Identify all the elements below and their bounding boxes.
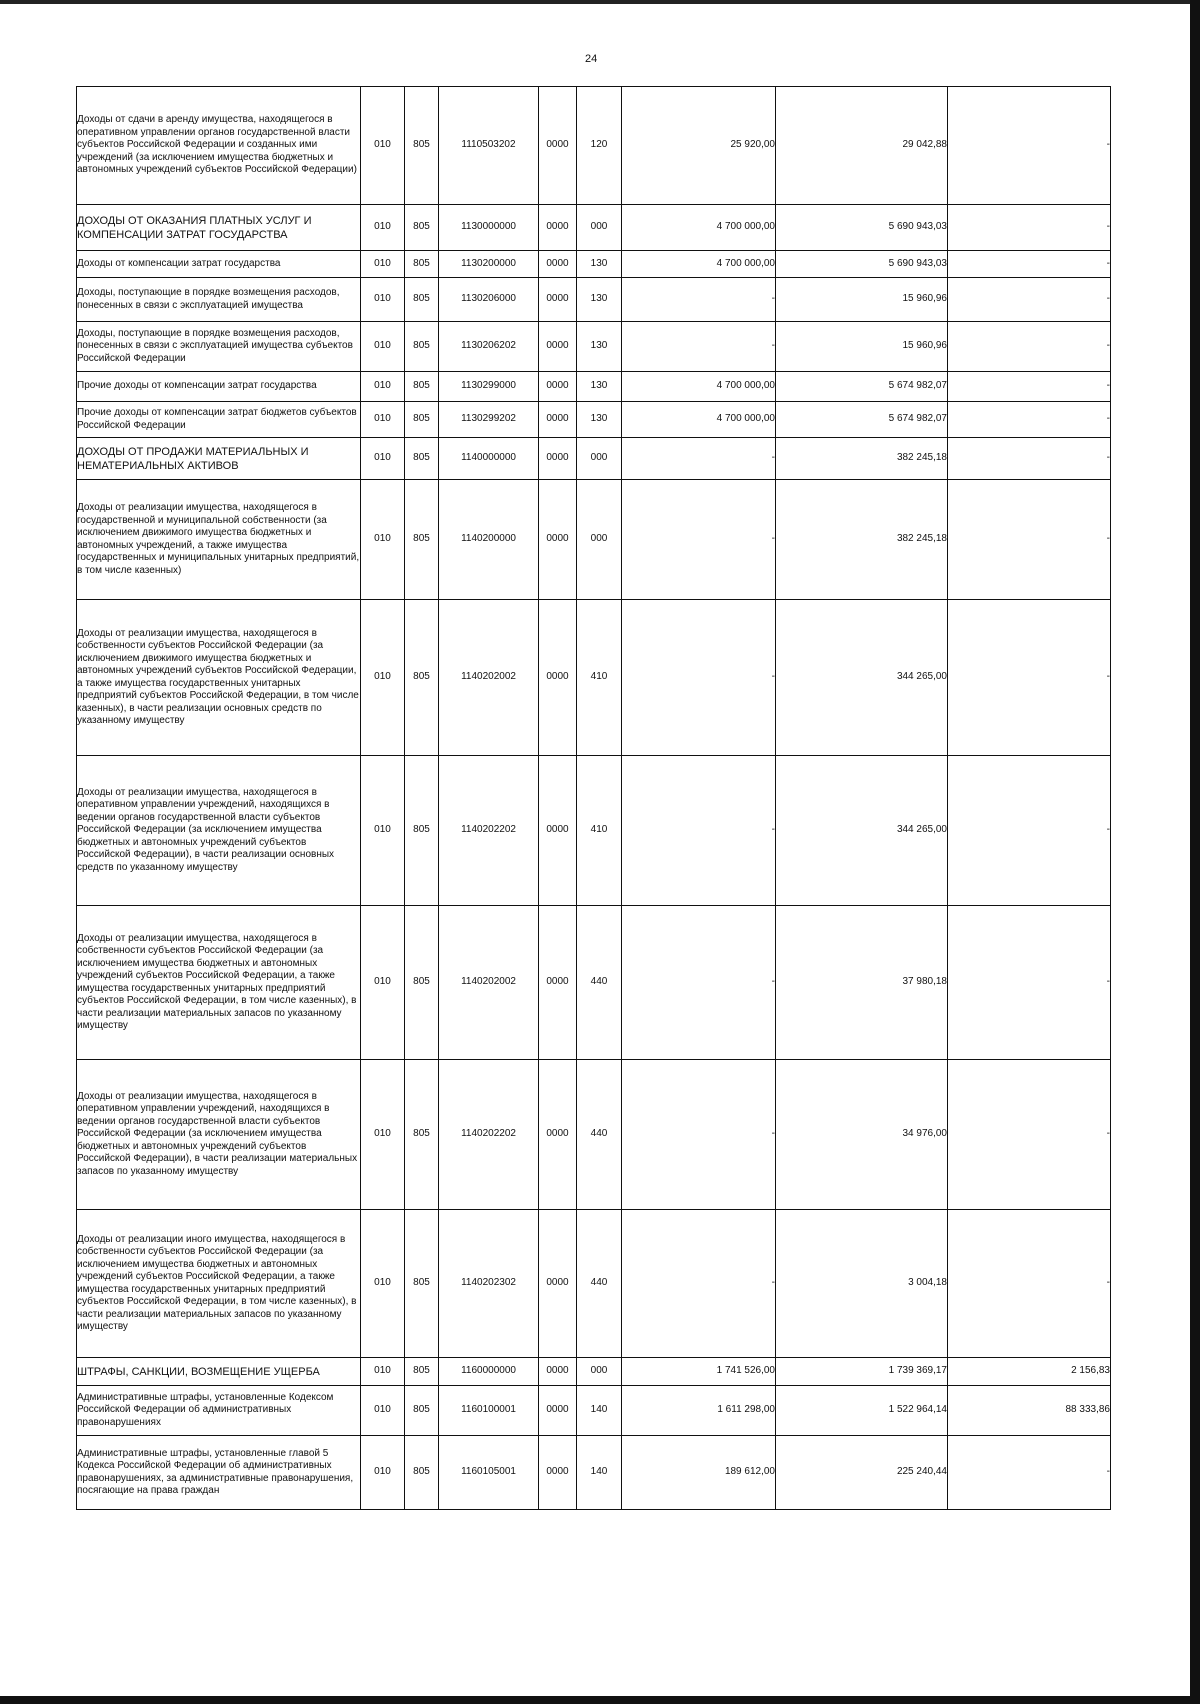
cell-code-1: 010 <box>361 480 405 600</box>
cell-remainder: - <box>948 480 1111 600</box>
cell-remainder: - <box>948 906 1111 1060</box>
cell-name: Доходы, поступающие в порядке возмещения расходов, понесенных в связи с эксплуатацией имущества субъектов Российской Федерации <box>77 322 361 372</box>
cell-actual: 5 690 943,03 <box>776 205 948 251</box>
cell-code-1: 010 <box>361 906 405 1060</box>
cell-remainder: - <box>948 756 1111 906</box>
cell-code-2: 805 <box>405 372 439 402</box>
table-row <box>77 322 1111 372</box>
cell-code-3: 1140202202 <box>439 1060 539 1210</box>
cell-plan: - <box>622 756 776 906</box>
cell-code-1: 010 <box>361 87 405 205</box>
cell-code-3: 1140202002 <box>439 906 539 1060</box>
table-row <box>77 205 1111 251</box>
cell-plan: - <box>622 1210 776 1358</box>
cell-actual: 29 042,88 <box>776 87 948 205</box>
cell-plan: - <box>622 322 776 372</box>
table-row <box>77 1358 1111 1386</box>
cell-code-4: 0000 <box>539 251 577 278</box>
table-row <box>77 372 1111 402</box>
cell-code-3: 1130000000 <box>439 205 539 251</box>
cell-name: Доходы от реализации имущества, находящегося в государственной и муниципальной собственности (за исключением движимого имущества бюджетных и автономных учреждений, а также имущества государственных и муниципальных унитарных предприятий, в том числе казенных) <box>77 480 361 600</box>
cell-remainder: - <box>948 1436 1111 1510</box>
scan-border-bottom <box>0 1696 1200 1704</box>
cell-code-4: 0000 <box>539 1386 577 1436</box>
cell-plan: 1 741 526,00 <box>622 1358 776 1386</box>
cell-code-5: 130 <box>577 278 622 322</box>
cell-code-1: 010 <box>361 322 405 372</box>
cell-name: Доходы от реализации имущества, находящегося в оперативном управлении учреждений, находящихся в ведении органов государственной власти субъектов Российской Федерации (за исключением имущества бюджетных и автономных учреждений субъектов Российской Федерации), в части реализации материальных запасов по указанному имуществу <box>77 1060 361 1210</box>
cell-plan: - <box>622 438 776 480</box>
cell-code-5: 130 <box>577 251 622 278</box>
cell-remainder: - <box>948 87 1111 205</box>
cell-code-5: 140 <box>577 1436 622 1510</box>
cell-code-2: 805 <box>405 205 439 251</box>
cell-code-3: 1160105001 <box>439 1436 539 1510</box>
cell-name: Прочие доходы от компенсации затрат бюджетов субъектов Российской Федерации <box>77 402 361 438</box>
cell-remainder: 2 156,83 <box>948 1358 1111 1386</box>
cell-name: Доходы от реализации имущества, находящегося в собственности субъектов Российской Федерации (за исключением движимого имущества бюджетных и автономных учреждений субъектов Российской Федерации, а также имущества государственных унитарных предприятий субъектов Российской Федерации, в том числе казенных), в части реализации основных средств по указанному имуществу <box>77 600 361 756</box>
cell-code-3: 1140000000 <box>439 438 539 480</box>
cell-actual: 3 004,18 <box>776 1210 948 1358</box>
cell-code-4: 0000 <box>539 205 577 251</box>
cell-plan: - <box>622 480 776 600</box>
cell-plan: - <box>622 906 776 1060</box>
table-row <box>77 1386 1111 1436</box>
cell-remainder: - <box>948 278 1111 322</box>
cell-code-3: 1130206202 <box>439 322 539 372</box>
cell-code-5: 130 <box>577 322 622 372</box>
table-row <box>77 756 1111 906</box>
cell-code-5: 140 <box>577 1386 622 1436</box>
cell-code-5: 130 <box>577 372 622 402</box>
cell-code-2: 805 <box>405 756 439 906</box>
cell-name: Доходы от реализации имущества, находящегося в оперативном управлении учреждений, находящихся в ведении органов государственной власти субъектов Российской Федерации (за исключением имущества бюджетных и автономных учреждений субъектов Российской Федерации), в части реализации основных средств по указанному имуществу <box>77 756 361 906</box>
cell-code-4: 0000 <box>539 278 577 322</box>
cell-code-3: 1130299202 <box>439 402 539 438</box>
cell-code-4: 0000 <box>539 1358 577 1386</box>
cell-remainder: - <box>948 372 1111 402</box>
cell-name: Административные штрафы, установленные Кодексом Российской Федерации об административных правонарушениях <box>77 1386 361 1436</box>
cell-code-2: 805 <box>405 251 439 278</box>
cell-code-3: 1130206000 <box>439 278 539 322</box>
cell-code-5: 440 <box>577 1210 622 1358</box>
cell-actual: 344 265,00 <box>776 756 948 906</box>
cell-code-1: 010 <box>361 278 405 322</box>
cell-plan: 4 700 000,00 <box>622 251 776 278</box>
table-row <box>77 87 1111 205</box>
cell-code-4: 0000 <box>539 1060 577 1210</box>
cell-code-2: 805 <box>405 278 439 322</box>
cell-code-1: 010 <box>361 1210 405 1358</box>
cell-code-3: 1160000000 <box>439 1358 539 1386</box>
cell-code-1: 010 <box>361 402 405 438</box>
cell-name: Доходы от реализации иного имущества, находящегося в собственности субъектов Российской Федерации (за исключением имущества бюджетных и автономных учреждений субъектов Российской Федерации, а также имущества государственных унитарных предприятий субъектов Российской Федерации, в том числе казенных), в части реализации материальных запасов по указанному имуществу <box>77 1210 361 1358</box>
cell-code-2: 805 <box>405 438 439 480</box>
cell-code-3: 1160100001 <box>439 1386 539 1436</box>
cell-actual: 344 265,00 <box>776 600 948 756</box>
cell-plan: - <box>622 278 776 322</box>
cell-code-1: 010 <box>361 1060 405 1210</box>
cell-remainder: 88 333,86 <box>948 1386 1111 1436</box>
table-row <box>77 251 1111 278</box>
cell-code-2: 805 <box>405 1060 439 1210</box>
cell-code-2: 805 <box>405 1358 439 1386</box>
table-row <box>77 600 1111 756</box>
cell-actual: 34 976,00 <box>776 1060 948 1210</box>
cell-code-2: 805 <box>405 1436 439 1510</box>
cell-code-2: 805 <box>405 87 439 205</box>
cell-code-1: 010 <box>361 1386 405 1436</box>
cell-code-5: 120 <box>577 87 622 205</box>
cell-code-1: 010 <box>361 1436 405 1510</box>
cell-actual: 15 960,96 <box>776 322 948 372</box>
cell-code-2: 805 <box>405 480 439 600</box>
cell-name: ДОХОДЫ ОТ ОКАЗАНИЯ ПЛАТНЫХ УСЛУГ И КОМПЕНСАЦИИ ЗАТРАТ ГОСУДАРСТВА <box>77 205 361 251</box>
scan-border-top <box>0 0 1200 4</box>
cell-code-5: 440 <box>577 906 622 1060</box>
table-row <box>77 402 1111 438</box>
cell-actual: 5 674 982,07 <box>776 372 948 402</box>
cell-code-1: 010 <box>361 756 405 906</box>
cell-code-5: 130 <box>577 402 622 438</box>
cell-remainder: - <box>948 1060 1111 1210</box>
cell-name: Доходы от компенсации затрат государства <box>77 251 361 278</box>
cell-actual: 1 522 964,14 <box>776 1386 948 1436</box>
cell-code-1: 010 <box>361 600 405 756</box>
table-body <box>77 87 1111 1510</box>
cell-plan: - <box>622 1060 776 1210</box>
scan-border-right <box>1190 0 1200 1704</box>
cell-code-5: 000 <box>577 480 622 600</box>
cell-code-3: 1140200000 <box>439 480 539 600</box>
cell-code-5: 000 <box>577 205 622 251</box>
cell-actual: 1 739 369,17 <box>776 1358 948 1386</box>
cell-code-3: 1130299000 <box>439 372 539 402</box>
table-row <box>77 906 1111 1060</box>
cell-name: Доходы от сдачи в аренду имущества, находящегося в оперативном управлении органов государственной власти субъектов Российской Федерации и созданных ими учреждений (за исключением имущества бюджетных и автономных учреждений субъектов Российской Федерации) <box>77 87 361 205</box>
table-row <box>77 1060 1111 1210</box>
cell-plan: 4 700 000,00 <box>622 372 776 402</box>
cell-name: Прочие доходы от компенсации затрат государства <box>77 372 361 402</box>
cell-name: Административные штрафы, установленные главой 5 Кодекса Российской Федерации об административных правонарушениях, за административные правонарушения, посягающие на права граждан <box>77 1436 361 1510</box>
cell-code-4: 0000 <box>539 438 577 480</box>
cell-code-4: 0000 <box>539 600 577 756</box>
cell-code-2: 805 <box>405 402 439 438</box>
cell-code-2: 805 <box>405 1210 439 1358</box>
cell-code-1: 010 <box>361 438 405 480</box>
cell-plan: 1 611 298,00 <box>622 1386 776 1436</box>
cell-remainder: - <box>948 402 1111 438</box>
cell-code-1: 010 <box>361 251 405 278</box>
cell-name: ДОХОДЫ ОТ ПРОДАЖИ МАТЕРИАЛЬНЫХ И НЕМАТЕРИАЛЬНЫХ АКТИВОВ <box>77 438 361 480</box>
cell-code-4: 0000 <box>539 1210 577 1358</box>
cell-name: Доходы, поступающие в порядке возмещения расходов, понесенных в связи с эксплуатацией имущества <box>77 278 361 322</box>
cell-actual: 5 674 982,07 <box>776 402 948 438</box>
cell-code-5: 000 <box>577 438 622 480</box>
table-row <box>77 480 1111 600</box>
table-row <box>77 278 1111 322</box>
cell-code-4: 0000 <box>539 1436 577 1510</box>
cell-actual: 382 245,18 <box>776 480 948 600</box>
cell-code-2: 805 <box>405 906 439 1060</box>
cell-remainder: - <box>948 322 1111 372</box>
cell-code-3: 1140202302 <box>439 1210 539 1358</box>
cell-code-1: 010 <box>361 205 405 251</box>
page-number: 24 <box>585 53 598 65</box>
cell-code-2: 805 <box>405 600 439 756</box>
table-row <box>77 1210 1111 1358</box>
cell-name: Доходы от реализации имущества, находящегося в собственности субъектов Российской Федерации (за исключением имущества бюджетных и автономных учреждений субъектов Российской Федерации, а также имущества государственных унитарных предприятий субъектов Российской Федерации, в том числе казенных), в части реализации материальных запасов по указанному имуществу <box>77 906 361 1060</box>
cell-code-1: 010 <box>361 1358 405 1386</box>
cell-code-5: 410 <box>577 756 622 906</box>
cell-code-3: 1110503202 <box>439 87 539 205</box>
cell-code-2: 805 <box>405 322 439 372</box>
cell-code-4: 0000 <box>539 372 577 402</box>
cell-name: ШТРАФЫ, САНКЦИИ, ВОЗМЕЩЕНИЕ УЩЕРБА <box>77 1358 361 1386</box>
cell-remainder: - <box>948 438 1111 480</box>
cell-code-3: 1140202002 <box>439 600 539 756</box>
cell-actual: 5 690 943,03 <box>776 251 948 278</box>
cell-code-4: 0000 <box>539 480 577 600</box>
cell-code-3: 1130200000 <box>439 251 539 278</box>
cell-actual: 15 960,96 <box>776 278 948 322</box>
cell-plan: 189 612,00 <box>622 1436 776 1510</box>
cell-code-3: 1140202202 <box>439 756 539 906</box>
cell-remainder: - <box>948 1210 1111 1358</box>
cell-code-4: 0000 <box>539 402 577 438</box>
cell-code-4: 0000 <box>539 756 577 906</box>
cell-code-5: 440 <box>577 1060 622 1210</box>
cell-plan: - <box>622 600 776 756</box>
cell-actual: 37 980,18 <box>776 906 948 1060</box>
cell-code-4: 0000 <box>539 322 577 372</box>
cell-code-5: 410 <box>577 600 622 756</box>
cell-plan: 4 700 000,00 <box>622 205 776 251</box>
cell-code-1: 010 <box>361 372 405 402</box>
cell-actual: 382 245,18 <box>776 438 948 480</box>
table-row <box>77 438 1111 480</box>
cell-actual: 225 240,44 <box>776 1436 948 1510</box>
cell-code-5: 000 <box>577 1358 622 1386</box>
table-row <box>77 1436 1111 1510</box>
cell-plan: 25 920,00 <box>622 87 776 205</box>
cell-code-2: 805 <box>405 1386 439 1436</box>
revenue-table <box>76 86 1111 1510</box>
cell-remainder: - <box>948 205 1111 251</box>
cell-remainder: - <box>948 600 1111 756</box>
cell-code-4: 0000 <box>539 906 577 1060</box>
cell-plan: 4 700 000,00 <box>622 402 776 438</box>
cell-code-4: 0000 <box>539 87 577 205</box>
cell-remainder: - <box>948 251 1111 278</box>
